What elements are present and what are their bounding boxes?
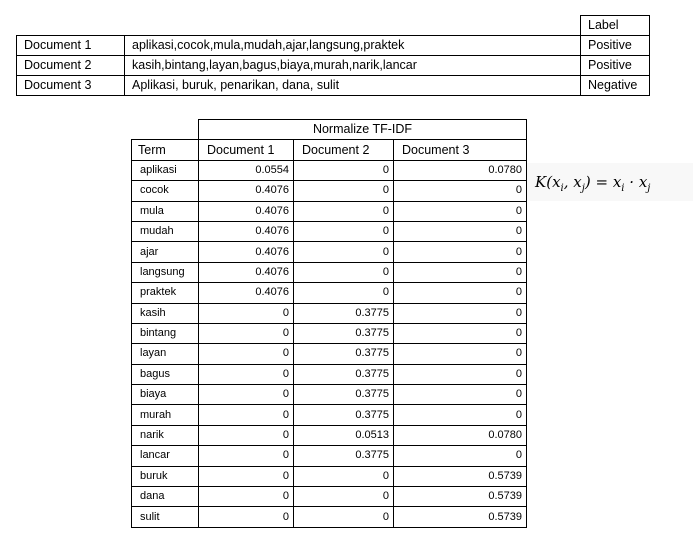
column-header-document-2: Document 2 [294,140,394,160]
document-1-value: 0.4076 [199,283,294,303]
document-2-value: 0.3775 [294,385,394,405]
document-row [17,36,650,56]
column-header-document-3: Document 3 [394,140,527,160]
formula-kernel: K( [535,173,553,191]
term-cell: murah [132,405,199,425]
document-1-value: 0 [199,466,294,486]
document-3-value: 0 [394,242,527,262]
document-2-value: 0 [294,181,394,201]
tfidf-title: Normalize TF-IDF [199,120,527,140]
document-1-value: 0 [199,344,294,364]
document-2-value: 0.3775 [294,344,394,364]
document-2-value: 0 [294,507,394,527]
document-label: Positive [581,56,650,76]
document-2-value: 0 [294,160,394,180]
document-text: aplikasi,cocok,mula,mudah,ajar,langsung,praktek [125,36,581,56]
document-1-value: 0 [199,405,294,425]
term-cell: dana [132,487,199,507]
document-3-value: 0 [394,446,527,466]
document-name: Document 2 [17,56,125,76]
tfidf-row [132,425,527,445]
tfidf-row [132,344,527,364]
document-label: Positive [581,36,650,56]
term-cell: cocok [132,181,199,201]
document-3-value: 0 [394,364,527,384]
document-1-value: 0.4076 [199,221,294,241]
document-1-value: 0.4076 [199,262,294,282]
document-2-value: 0.3775 [294,364,394,384]
term-cell: aplikasi [132,160,199,180]
tfidf-row [132,385,527,405]
document-1-value: 0 [199,323,294,343]
tfidf-row [132,303,527,323]
document-3-value: 0 [394,262,527,282]
document-2-value: 0.3775 [294,446,394,466]
tfidf-row [132,201,527,221]
tfidf-row [132,446,527,466]
document-2-value: 0.0513 [294,425,394,445]
tfidf-table [131,119,527,528]
document-row [17,76,650,96]
documents-table [16,15,650,96]
document-3-value: 0 [394,385,527,405]
term-cell: lancar [132,446,199,466]
term-cell: langsung [132,262,199,282]
document-2-value: 0 [294,221,394,241]
document-3-value: 0 [394,181,527,201]
document-3-value: 0 [394,323,527,343]
document-2-value: 0 [294,262,394,282]
document-2-value: 0.3775 [294,303,394,323]
tfidf-row [132,242,527,262]
document-1-value: 0.4076 [199,181,294,201]
document-1-value: 0.0554 [199,160,294,180]
document-3-value: 0.0780 [394,160,527,180]
term-cell: kasih [132,303,199,323]
document-3-value: 0.0780 [394,425,527,445]
term-cell: ajar [132,242,199,262]
tfidf-row [132,221,527,241]
document-label: Negative [581,76,650,96]
tfidf-row [132,466,527,486]
tfidf-header-row [132,140,527,160]
document-2-value: 0 [294,466,394,486]
linear-kernel-formula: $K(x_i$, $x_j) = x_i \cdot x_j$ [527,163,693,201]
document-2-value: 0 [294,242,394,262]
tfidf-row [132,181,527,201]
term-cell: mula [132,201,199,221]
document-1-value: 0 [199,507,294,527]
document-3-value: 0 [394,283,527,303]
tfidf-row [132,507,527,527]
document-2-value: 0 [294,201,394,221]
tfidf-row [132,262,527,282]
term-cell: layan [132,344,199,364]
tfidf-row [132,323,527,343]
term-cell: bagus [132,364,199,384]
tfidf-row [132,160,527,180]
term-cell: praktek [132,283,199,303]
tfidf-row [132,364,527,384]
document-name: Document 3 [17,76,125,96]
term-cell: biaya [132,385,199,405]
document-1-value: 0 [199,385,294,405]
document-1-value: 0 [199,425,294,445]
tfidf-row [132,487,527,507]
document-3-value: 0.5739 [394,466,527,486]
tfidf-title-row [132,120,527,140]
document-3-value: 0.5739 [394,487,527,507]
document-text: kasih,bintang,layan,bagus,biaya,murah,narik,lancar [125,56,581,76]
document-3-value: 0.5739 [394,507,527,527]
label-header: Label [581,16,650,36]
term-cell: sulit [132,507,199,527]
document-name: Document 1 [17,36,125,56]
document-3-value: 0 [394,303,527,323]
document-1-value: 0 [199,487,294,507]
term-cell: narik [132,425,199,445]
term-cell: buruk [132,466,199,486]
document-2-value: 0 [294,487,394,507]
label-header-row [17,16,650,36]
tfidf-row [132,405,527,425]
document-1-value: 0 [199,446,294,466]
document-1-value: 0 [199,364,294,384]
column-header-term: Term [132,140,199,160]
document-3-value: 0 [394,405,527,425]
term-cell: bintang [132,323,199,343]
document-1-value: 0.4076 [199,242,294,262]
document-3-value: 0 [394,201,527,221]
column-header-document-1: Document 1 [199,140,294,160]
document-row [17,56,650,76]
document-2-value: 0.3775 [294,323,394,343]
document-3-value: 0 [394,344,527,364]
document-2-value: 0 [294,283,394,303]
term-cell: mudah [132,221,199,241]
document-1-value: 0.4076 [199,201,294,221]
document-1-value: 0 [199,303,294,323]
document-text: Aplikasi, buruk, penarikan, dana, sulit [125,76,581,96]
tfidf-row [132,283,527,303]
document-2-value: 0.3775 [294,405,394,425]
document-3-value: 0 [394,221,527,241]
